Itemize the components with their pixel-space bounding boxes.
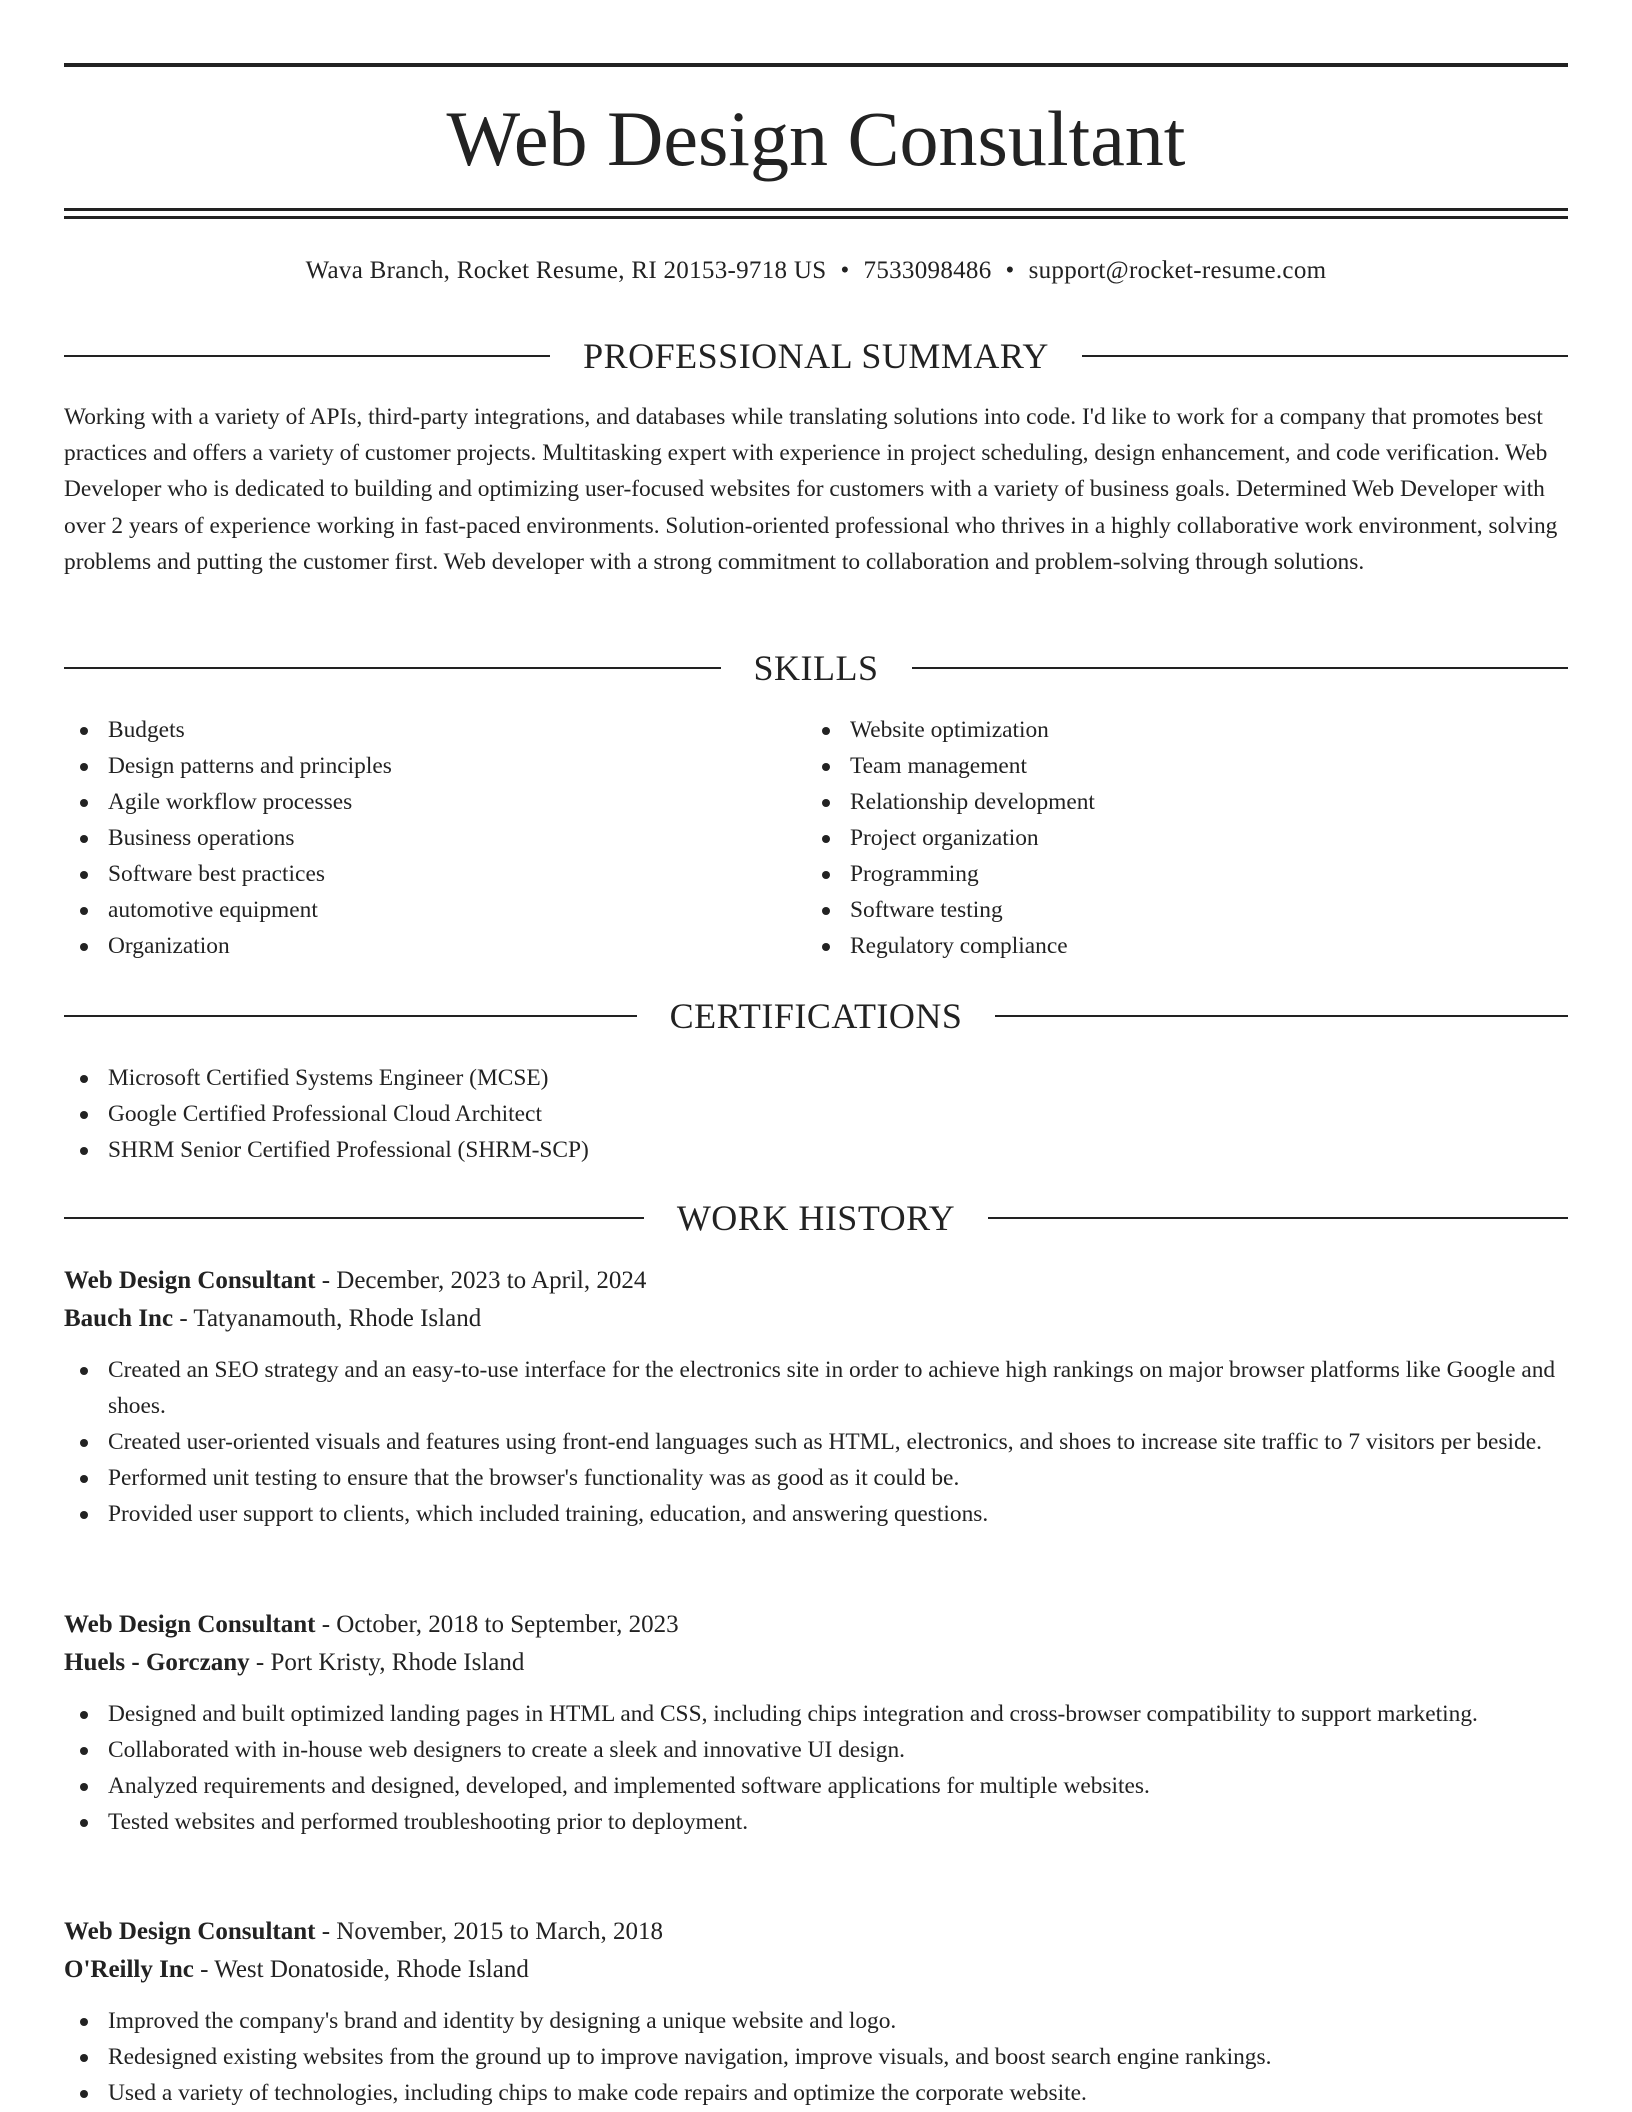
job-entry: [64, 1262, 1568, 1532]
divider: [988, 1217, 1568, 1219]
skill-item: Website optimization: [806, 712, 1568, 748]
skill-item: Agile workflow processes: [64, 784, 804, 820]
job-bullet: Performed unit testing to ensure that the browser's functionality was as good as it could be.: [64, 1460, 1568, 1496]
job-company-line: [64, 1951, 1568, 1989]
section-title: CERTIFICATIONS: [669, 996, 963, 1036]
header-top-rule: [64, 63, 1568, 67]
job-title: Web Design Consultant: [64, 1267, 316, 1294]
job-bullet: Improved the company's brand and identity by designing a unique website and logo.: [64, 2003, 1568, 2039]
certification-item: Microsoft Certified Systems Engineer (MCSE): [64, 1060, 1568, 1096]
job-title: Web Design Consultant: [64, 1611, 316, 1638]
job-company: Bauch Inc: [64, 1305, 174, 1332]
job-bullet: Used a variety of technologies, including chips to make code repairs and optimize the corporate website.: [64, 2075, 1568, 2111]
job-bullet: Redesigned existing websites from the ground up to improve navigation, improve visuals, and boost search engine rankings.: [64, 2039, 1568, 2075]
skill-item: Business operations: [64, 820, 804, 856]
job-bullet: Created user-oriented visuals and features using front-end languages such as HTML, electronics, and shoes to increase site traffic to 7 visitors per beside.: [64, 1424, 1568, 1460]
job-company: Huels - Gorczany: [64, 1649, 250, 1676]
job-bullet: Tested websites and performed troubleshooting prior to deployment.: [64, 1804, 1568, 1840]
divider: [64, 667, 721, 669]
section-header-skills: [64, 646, 1568, 690]
job-entry: [64, 1913, 1568, 2111]
skill-item: Software best practices: [64, 856, 804, 892]
header-rule-upper: [64, 208, 1568, 211]
certification-item: Google Certified Professional Cloud Architect: [64, 1096, 1568, 1132]
job-location: - West Donatoside, Rhode Island: [193, 1956, 529, 1983]
job-location: - Tatyanamouth, Rhode Island: [173, 1305, 482, 1332]
job-bullets: [64, 2003, 1568, 2111]
section-header-work-history: [64, 1196, 1568, 1240]
resume-name: Web Design Consultant: [446, 95, 1186, 182]
job-title: Web Design Consultant: [64, 1918, 316, 1945]
contact-separator: •: [840, 257, 850, 284]
contact-phone: 7533098486: [863, 257, 992, 284]
job-title-line: [64, 1913, 1568, 1951]
job-location: - Port Kristy, Rhode Island: [249, 1649, 525, 1676]
job-title-line: [64, 1262, 1568, 1300]
job-dates: - December, 2023 to April, 2024: [315, 1267, 647, 1294]
job-bullet: Created an SEO strategy and an easy-to-use interface for the electronics site in order to achieve high rankings on major browser platforms like Google and shoes.: [64, 1352, 1568, 1424]
section-title: SKILLS: [753, 648, 879, 688]
job-company-line: [64, 1300, 1568, 1338]
skills-list-left: [64, 712, 804, 964]
divider: [64, 355, 550, 357]
divider: [64, 1217, 644, 1219]
skill-item: Design patterns and principles: [64, 748, 804, 784]
contact-address: Wava Branch, Rocket Resume, RI 20153-9718 US: [305, 257, 827, 284]
job-company: O'Reilly Inc: [64, 1956, 194, 1983]
divider: [995, 1015, 1568, 1017]
contact-email[interactable]: support@rocket-resume.com: [1028, 257, 1327, 284]
job-company-line: [64, 1644, 1568, 1682]
skill-item: Team management: [806, 748, 1568, 784]
header-rule-lower: [64, 216, 1568, 219]
job-dates: - November, 2015 to March, 2018: [315, 1918, 663, 1945]
job-bullets: [64, 1352, 1568, 1532]
skill-item: Regulatory compliance: [806, 928, 1568, 964]
divider: [64, 1015, 637, 1017]
skill-item: Project organization: [806, 820, 1568, 856]
skill-item: automotive equipment: [64, 892, 804, 928]
divider: [1082, 355, 1568, 357]
job-bullet: Collaborated with in-house web designers to create a sleek and innovative UI design.: [64, 1732, 1568, 1768]
skill-item: Programming: [806, 856, 1568, 892]
certification-item: SHRM Senior Certified Professional (SHRM-SCP): [64, 1132, 1568, 1168]
job-title-line: [64, 1606, 1568, 1644]
section-title: WORK HISTORY: [676, 1198, 956, 1238]
job-bullet: Provided user support to clients, which included training, education, and answering questions.: [64, 1496, 1568, 1532]
skill-item: Software testing: [806, 892, 1568, 928]
skills-list-right: [806, 712, 1568, 964]
job-entry: [64, 1606, 1568, 1840]
skill-item: Relationship development: [806, 784, 1568, 820]
divider: [912, 667, 1569, 669]
skill-item: Organization: [64, 928, 804, 964]
skill-item: Budgets: [64, 712, 804, 748]
summary-text: Working with a variety of APIs, third-party integrations, and databases while translating solutions into code. I'd like to work for a company that promotes best practices and offers a variety of customer projects. Multitasking expert with experience in project scheduling, design enhancement, and code verification. Web Developer who is dedicated to building and optimizing user-focused websites for customers with a variety of business goals. Determined Web Developer with over 2 years of experience working in fast-paced environments. Solution-oriented professional who thrives in a highly collaborative work environment, solving problems and putting the customer first. Web developer with a strong commitment to collaboration and problem-solving through solutions.: [64, 404, 1558, 575]
certifications-list: [64, 1060, 1568, 1168]
job-bullet: Designed and built optimized landing pages in HTML and CSS, including chips integration and cross-browser compatibility to support marketing.: [64, 1696, 1568, 1732]
section-header-summary: [64, 334, 1568, 378]
job-bullet: Analyzed requirements and designed, developed, and implemented software applications for multiple websites.: [64, 1768, 1568, 1804]
job-dates: - October, 2018 to September, 2023: [315, 1611, 679, 1638]
section-title: PROFESSIONAL SUMMARY: [583, 336, 1049, 376]
contact-separator: •: [1005, 257, 1015, 284]
job-bullets: [64, 1696, 1568, 1840]
contact-line: [64, 253, 1568, 289]
section-header-certifications: [64, 994, 1568, 1038]
